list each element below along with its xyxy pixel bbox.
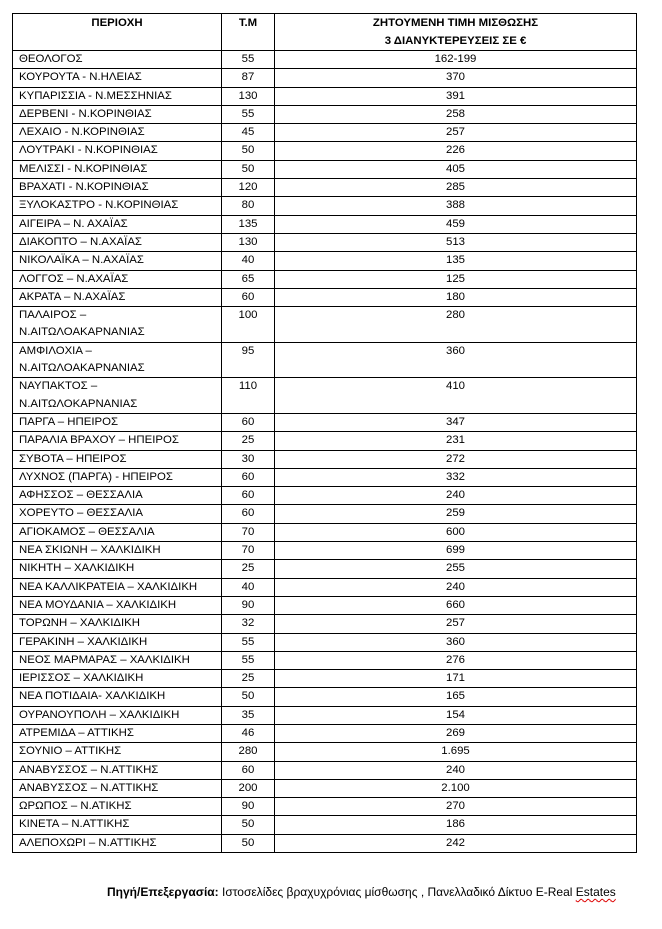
table-row [13,798,637,816]
table-row [13,307,637,343]
table-row [13,215,637,233]
price-cell: 257 [275,615,637,633]
source-misspelled-word: Estates [575,885,616,899]
table-row [13,432,637,450]
table-row [13,179,637,197]
area-cell: ΝΕΟΣ ΜΑΡΜΑΡΑΣ – ΧΑΛΚΙΔΙΚΗ [13,651,222,669]
area-cell: ΝΙΚΗΤΗ – ΧΑΛΚΙΔΙΚΗ [13,560,222,578]
area-cell: ΣΟΥΝΙΟ – ΑΤΤΙΚΗΣ [13,743,222,761]
table-row [13,233,637,251]
sqm-cell: 50 [222,160,275,178]
price-cell: 270 [275,798,637,816]
price-cell: 370 [275,69,637,87]
price-cell: 2.100 [275,779,637,797]
price-cell: 699 [275,542,637,560]
table-row [13,523,637,541]
area-cell: ΝΕΑ ΜΟΥΔΑΝΙΑ – ΧΑΛΚΙΔΙΚΗ [13,596,222,614]
table-row [13,743,637,761]
table-row [13,834,637,852]
price-cell: 180 [275,288,637,306]
price-cell: 240 [275,761,637,779]
area-cell: ΔΕΡΒΕΝΙ - Ν.ΚΟΡΙΝΘΙΑΣ [13,105,222,123]
sqm-cell: 120 [222,179,275,197]
area-cell: ΑΓΙΟΚΑΜΟΣ – ΘΕΣΣΑΛΙΑ [13,523,222,541]
table-row [13,413,637,431]
sqm-cell: 35 [222,706,275,724]
header-price-line2: 3 ΔΙΑΝΥΚΤΕΡΕΥΣΕΙΣ ΣΕ € [384,35,527,47]
sqm-cell: 60 [222,468,275,486]
sqm-cell: 70 [222,523,275,541]
area-cell: ΟΥΡΑΝΟΥΠΟΛΗ – ΧΑΛΚΙΔΙΚΗ [13,706,222,724]
sqm-cell: 90 [222,596,275,614]
area-cell: ΛΟΓΓΟΣ – Ν.ΑΧΑΪΑΣ [13,270,222,288]
price-cell: 332 [275,468,637,486]
sqm-cell: 55 [222,51,275,69]
price-cell: 280 [275,307,637,343]
sqm-cell: 25 [222,560,275,578]
table-row [13,651,637,669]
sqm-cell: 60 [222,487,275,505]
sqm-cell: 50 [222,816,275,834]
area-cell: ΑΦΗΣΣΟΣ – ΘΕΣΣΑΛΙΑ [13,487,222,505]
area-cell: ΑΝΑΒΥΣΣΟΣ – Ν.ΑΤΤΙΚΗΣ [13,779,222,797]
table-row [13,615,637,633]
table-row [13,468,637,486]
price-cell: 285 [275,179,637,197]
table-row [13,124,637,142]
sqm-cell: 90 [222,798,275,816]
source-label: Πηγή/Επεξεργασία: [107,885,219,899]
sqm-cell: 60 [222,505,275,523]
table-row [13,688,637,706]
sqm-cell: 32 [222,615,275,633]
sqm-cell: 40 [222,252,275,270]
rental-prices-table [12,13,637,853]
price-cell: 360 [275,633,637,651]
sqm-cell: 46 [222,724,275,742]
area-cell: ΧΟΡΕΥΤΟ – ΘΕΣΣΑΛΙΑ [13,505,222,523]
table-row [13,51,637,69]
source-note [107,883,637,901]
area-cell: ΑΛΕΠΟΧΩΡΙ – Ν.ΑΤΤΙΚΗΣ [13,834,222,852]
price-cell: 259 [275,505,637,523]
price-cell: 240 [275,578,637,596]
price-cell: 162-199 [275,51,637,69]
area-cell: ΑΤΡΕΜΙΔΑ – ΑΤΤΙΚΗΣ [13,724,222,742]
price-cell: 405 [275,160,637,178]
table-row [13,542,637,560]
price-cell: 360 [275,342,637,378]
price-cell: 165 [275,688,637,706]
price-cell: 186 [275,816,637,834]
area-cell: ΔΙΑΚΟΠΤΟ – Ν.ΑΧΑΪΑΣ [13,233,222,251]
table-row [13,378,637,414]
price-cell: 600 [275,523,637,541]
area-cell: ΚΥΠΑΡΙΣΣΙΑ - Ν.ΜΕΣΣΗΝΙΑΣ [13,87,222,105]
area-cell: ΚΙΝΕΤΑ – Ν.ΑΤΤΙΚΗΣ [13,816,222,834]
table-body [13,51,637,853]
table-row [13,270,637,288]
table-row [13,596,637,614]
table-row [13,724,637,742]
table-row [13,450,637,468]
table-row [13,160,637,178]
area-cell: ΝΑΥΠΑΚΤΟΣ – Ν.ΑΙΤΩΛΟΚΑΡΝΑΝΙΑΣ [13,378,222,414]
sqm-cell: 60 [222,288,275,306]
table-row [13,69,637,87]
header-price [275,14,637,51]
price-cell: 347 [275,413,637,431]
area-cell: ΓΕΡΑΚΙΝΗ – ΧΑΛΚΙΔΙΚΗ [13,633,222,651]
table-row [13,560,637,578]
sqm-cell: 95 [222,342,275,378]
area-cell: ΠΑΡΑΛΙΑ ΒΡΑΧΟΥ – ΗΠΕΙΡΟΣ [13,432,222,450]
area-cell: ΝΙΚΟΛΑΪΚΑ – Ν.ΑΧΑΪΑΣ [13,252,222,270]
price-cell: 255 [275,560,637,578]
table-row [13,706,637,724]
sqm-cell: 65 [222,270,275,288]
sqm-cell: 135 [222,215,275,233]
price-cell: 135 [275,252,637,270]
price-cell: 660 [275,596,637,614]
price-cell: 272 [275,450,637,468]
sqm-cell: 55 [222,105,275,123]
price-cell: 154 [275,706,637,724]
table-row [13,779,637,797]
table-row [13,578,637,596]
area-cell: ΛΕΧΑΙΟ - Ν.ΚΟΡΙΝΘΙΑΣ [13,124,222,142]
table-row [13,342,637,378]
sqm-cell: 45 [222,124,275,142]
area-cell: ΘΕΟΛΟΓΟΣ [13,51,222,69]
source-text: Ιστοσελίδες βραχυχρόνιας μίσθωσης , Πανελλαδικό Δίκτυο E-Real [218,885,576,899]
area-cell: ΝΕΑ ΠΟΤΙΔΑΙΑ- ΧΑΛΚΙΔΙΚΗ [13,688,222,706]
header-sqm: Τ.Μ [222,14,275,51]
area-cell: ΛΟΥΤΡΑΚΙ - Ν.ΚΟΡΙΝΘΙΑΣ [13,142,222,160]
sqm-cell: 40 [222,578,275,596]
table-row [13,252,637,270]
price-cell: 258 [275,105,637,123]
area-cell: ΑΜΦΙΛΟΧΙΑ – Ν.ΑΙΤΩΛΟΑΚΑΡΝΑΝΙΑΣ [13,342,222,378]
price-cell: 1.695 [275,743,637,761]
sqm-cell: 130 [222,87,275,105]
sqm-cell: 87 [222,69,275,87]
price-cell: 513 [275,233,637,251]
sqm-cell: 100 [222,307,275,343]
sqm-cell: 70 [222,542,275,560]
area-cell: ΝΕΑ ΚΑΛΛΙΚΡΑΤΕΙΑ – ΧΑΛΚΙΔΙΚΗ [13,578,222,596]
sqm-cell: 30 [222,450,275,468]
area-cell: ΑΝΑΒΥΣΣΟΣ – Ν.ΑΤΤΙΚΗΣ [13,761,222,779]
area-cell: ΛΥΧΝΟΣ (ΠΑΡΓΑ) - ΗΠΕΙΡΟΣ [13,468,222,486]
price-cell: 226 [275,142,637,160]
sqm-cell: 130 [222,233,275,251]
sqm-cell: 60 [222,413,275,431]
sqm-cell: 60 [222,761,275,779]
area-cell: ΑΚΡΑΤΑ – Ν.ΑΧΑΪΑΣ [13,288,222,306]
price-cell: 242 [275,834,637,852]
table-row [13,288,637,306]
area-cell: ΤΟΡΩΝΗ – ΧΑΛΚΙΔΙΚΗ [13,615,222,633]
area-cell: ΠΑΛΑΙΡΟΣ – Ν.ΑΙΤΩΛΟΑΚΑΡΝΑΝΙΑΣ [13,307,222,343]
sqm-cell: 280 [222,743,275,761]
price-cell: 276 [275,651,637,669]
area-cell: ΝΕΑ ΣΚΙΩΝΗ – ΧΑΛΚΙΔΙΚΗ [13,542,222,560]
table-row [13,87,637,105]
price-cell: 269 [275,724,637,742]
price-cell: 410 [275,378,637,414]
area-cell: ΒΡΑΧΑΤΙ - Ν.ΚΟΡΙΝΘΙΑΣ [13,179,222,197]
sqm-cell: 55 [222,633,275,651]
price-cell: 388 [275,197,637,215]
table-row [13,142,637,160]
sqm-cell: 80 [222,197,275,215]
table-row [13,197,637,215]
price-cell: 391 [275,87,637,105]
price-cell: 171 [275,670,637,688]
area-cell: ΜΕΛΙΣΣΙ - Ν.ΚΟΡΙΝΘΙΑΣ [13,160,222,178]
area-cell: ΣΥΒΟΤΑ – ΗΠΕΙΡΟΣ [13,450,222,468]
header-price-line1: ΖΗΤΟΥΜΕΝΗ ΤΙΜΗ ΜΙΣΘΩΣΗΣ [372,17,539,29]
price-cell: 125 [275,270,637,288]
price-cell: 257 [275,124,637,142]
table-row [13,761,637,779]
header-area: ΠΕΡΙΟΧΗ [13,14,222,51]
sqm-cell: 200 [222,779,275,797]
table-row [13,105,637,123]
sqm-cell: 50 [222,834,275,852]
table-row [13,505,637,523]
sqm-cell: 25 [222,432,275,450]
price-cell: 240 [275,487,637,505]
sqm-cell: 50 [222,142,275,160]
sqm-cell: 50 [222,688,275,706]
table-row [13,487,637,505]
price-cell: 459 [275,215,637,233]
sqm-cell: 55 [222,651,275,669]
sqm-cell: 25 [222,670,275,688]
table-row [13,816,637,834]
table-row [13,670,637,688]
area-cell: ΠΑΡΓΑ – ΗΠΕΙΡΟΣ [13,413,222,431]
area-cell: ΞΥΛΟΚΑΣΤΡΟ - Ν.ΚΟΡΙΝΘΙΑΣ [13,197,222,215]
area-cell: ΙΕΡΙΣΣΟΣ – ΧΑΛΚΙΔΙΚΗ [13,670,222,688]
table-header-row [13,14,637,51]
price-cell: 231 [275,432,637,450]
area-cell: ΚΟΥΡΟΥΤΑ - Ν.ΗΛΕΙΑΣ [13,69,222,87]
area-cell: ΩΡΩΠΟΣ – Ν.ΑΤΙΚΗΣ [13,798,222,816]
sqm-cell: 110 [222,378,275,414]
area-cell: ΑΙΓΕΙΡΑ – Ν. ΑΧΑΪΑΣ [13,215,222,233]
table-row [13,633,637,651]
